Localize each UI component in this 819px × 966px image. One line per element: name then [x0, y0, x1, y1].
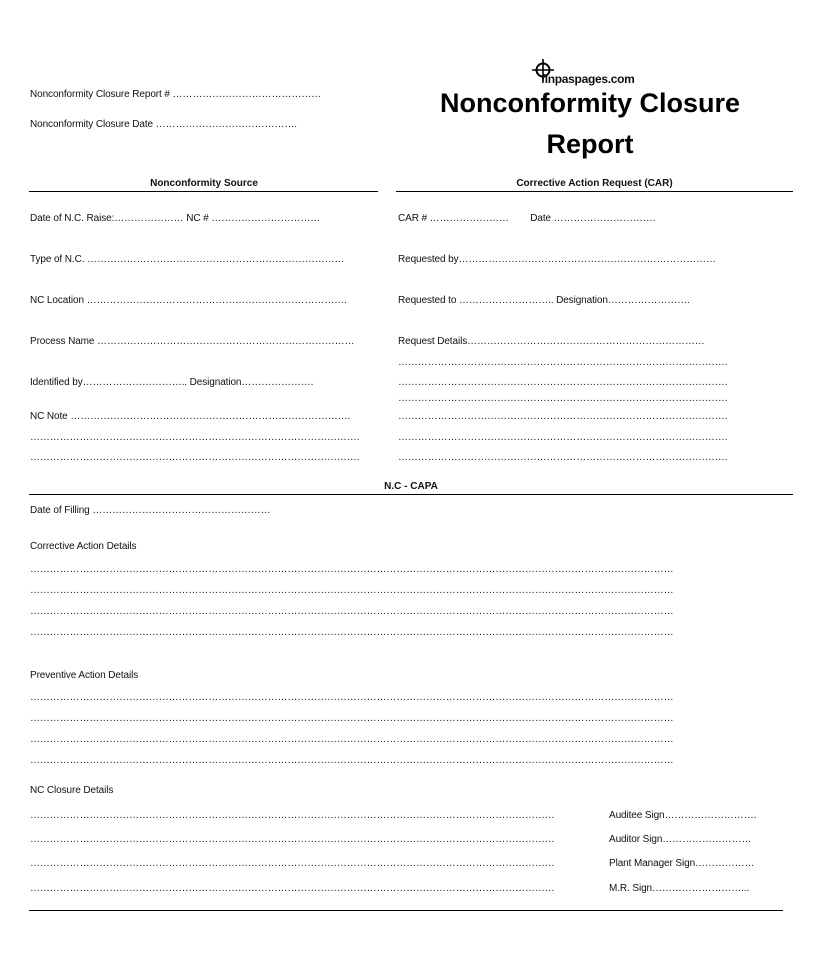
request-details-line[interactable]: ………………………………………………………………………………………. — [398, 432, 728, 443]
divider — [396, 191, 793, 192]
preventive-action-line[interactable]: …………………………………………………………………………………………………………………………………………………………………………… — [30, 755, 674, 766]
preventive-action-label: Preventive Action Details — [30, 670, 139, 681]
process-name-field[interactable]: Process Name …………………………………………………………………… — [30, 336, 355, 347]
identified-by-field[interactable]: Identified by………………………….. Designation…………………. — [30, 377, 314, 388]
request-details-line[interactable]: ………………………………………………………………………………………. — [398, 393, 728, 404]
nc-location-field[interactable]: NC Location ……………………………………………………………………. — [30, 295, 347, 306]
plant-manager-sign-field[interactable]: Plant Manager Sign……………… — [609, 858, 755, 869]
divider — [29, 191, 378, 192]
requested-to-field[interactable]: Requested to ……………………….. Designation……………………. — [398, 295, 690, 306]
request-details-field[interactable]: Request Details……………………………………………………………… — [398, 336, 705, 347]
nc-closure-line[interactable]: …………………………………………………………………………………………………………………………………………… — [30, 858, 555, 869]
preventive-action-line[interactable]: …………………………………………………………………………………………………………………………………………………………………………… — [30, 692, 674, 703]
capa-header: N.C - CAPA — [384, 481, 438, 492]
preventive-action-line[interactable]: …………………………………………………………………………………………………………………………………………………………………………… — [30, 734, 674, 745]
page-title: Nonconformity Closure — [439, 88, 741, 118]
mr-sign-field[interactable]: M.R. Sign………………………... — [609, 883, 750, 894]
request-details-line[interactable]: ………………………………………………………………………………………. — [398, 377, 728, 388]
nc-closure-line[interactable]: …………………………………………………………………………………………………………………………………………… — [30, 883, 555, 894]
request-details-line[interactable]: ………………………………………………………………………………………. — [398, 357, 728, 368]
requested-by-field[interactable]: Requested by…………………………………………………………………… — [398, 254, 716, 265]
auditor-sign-field[interactable]: Auditor Sign……………………… — [609, 834, 752, 845]
date-of-filling-field[interactable]: Date of Filling ……………………………………………… — [30, 505, 271, 516]
report-number-field[interactable]: Nonconformity Closure Report # ……………………………………… — [30, 89, 322, 100]
corrective-action-line[interactable]: …………………………………………………………………………………………………………………………………………………………………………… — [30, 564, 674, 575]
request-details-line[interactable]: ………………………………………………………………………………………. — [398, 452, 728, 463]
corrective-action-line[interactable]: …………………………………………………………………………………………………………………………………………………………………………… — [30, 606, 674, 617]
nc-note-field[interactable]: NC Note …………………………………………………………………………. — [30, 411, 351, 422]
preventive-action-line[interactable]: …………………………………………………………………………………………………………………………………………………………………………… — [30, 713, 674, 724]
corrective-action-label: Corrective Action Details — [30, 541, 137, 552]
bottom-divider — [29, 910, 783, 911]
nc-note-line[interactable]: ………………………………………………………………………………………. — [30, 452, 360, 463]
closure-date-field[interactable]: Nonconformity Closure Date ……………………………………. — [30, 119, 297, 130]
nc-closure-label: NC Closure Details — [30, 785, 114, 796]
page-title-line2: Report — [546, 129, 634, 159]
nc-type-field[interactable]: Type of N.C. …………………………………………………………………… — [30, 254, 345, 265]
logo-text: finpaspages.com — [541, 72, 635, 86]
auditee-sign-field[interactable]: Auditee Sign………………………. — [609, 810, 757, 821]
nc-closure-line[interactable]: …………………………………………………………………………………………………………………………………………… — [30, 834, 555, 845]
corrective-action-line[interactable]: …………………………………………………………………………………………………………………………………………………………………………… — [30, 627, 674, 638]
divider — [29, 494, 793, 495]
car-number-field[interactable]: CAR # …………………… Date …………………………. — [398, 213, 656, 224]
nc-raise-date-field[interactable]: Date of N.C. Raise:………………… NC # …………………………… — [30, 213, 321, 224]
request-details-line[interactable]: ………………………………………………………………………………………. — [398, 411, 728, 422]
corrective-action-line[interactable]: …………………………………………………………………………………………………………………………………………………………………………… — [30, 585, 674, 596]
car-header: Corrective Action Request (CAR) — [516, 178, 673, 189]
nc-note-line[interactable]: ………………………………………………………………………………………. — [30, 432, 360, 443]
nc-source-header: Nonconformity Source — [150, 178, 258, 189]
nc-closure-line[interactable]: …………………………………………………………………………………………………………………………………………… — [30, 810, 555, 821]
